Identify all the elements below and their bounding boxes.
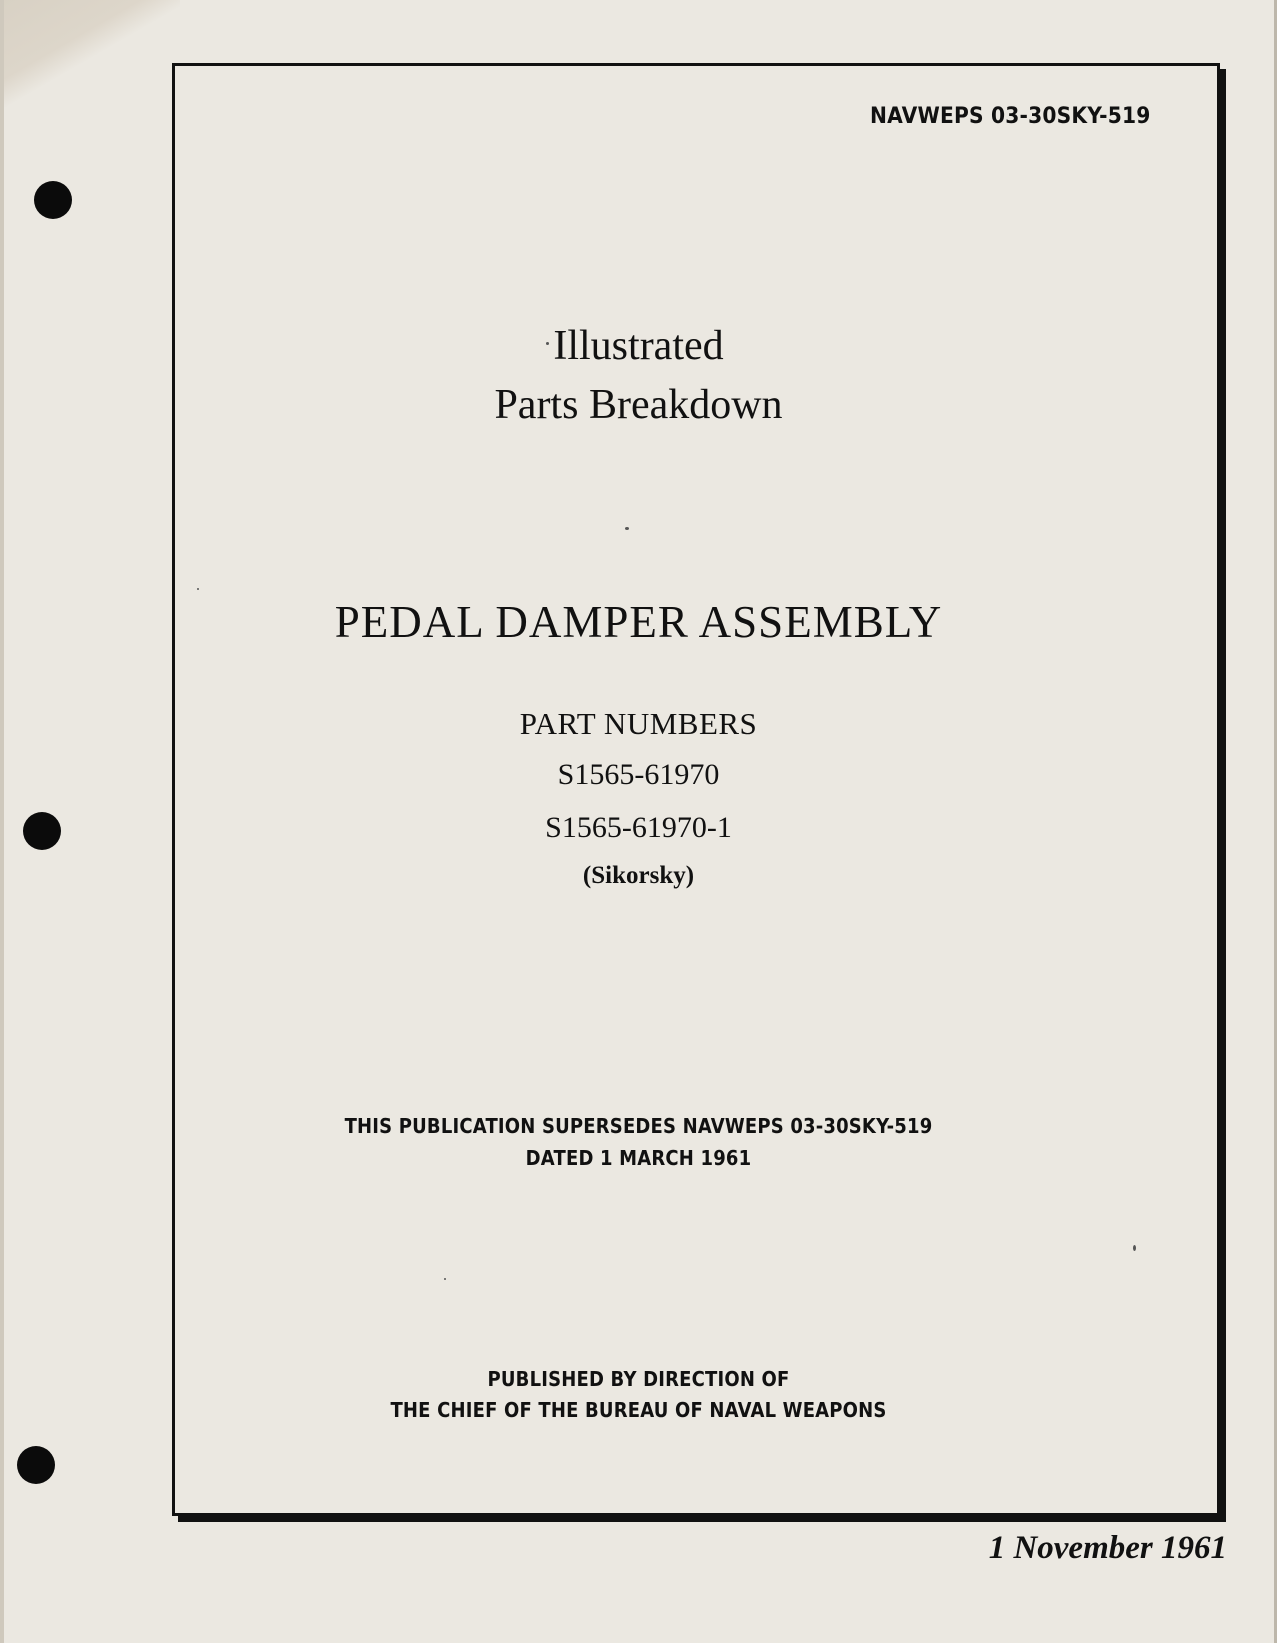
title-line-2: Parts Breakdown (494, 382, 783, 428)
manufacturer: (Sikorsky) (582, 862, 695, 889)
dog-eared-corner (0, 0, 180, 110)
supersedes-line-2: DATED 1 MARCH 1961 (525, 1146, 752, 1170)
publisher-line-1: PUBLISHED BY DIRECTION OF (487, 1367, 790, 1391)
part-number-2: S1565-61970-1 (545, 811, 732, 844)
main-title: PEDAL DAMPER ASSEMBLY (334, 597, 943, 647)
part-number-1: S1565-61970 (557, 758, 720, 791)
supersedes-line-1: THIS PUBLICATION SUPERSEDES NAVWEPS 03-30SKY-519 (344, 1114, 933, 1138)
document-number: NAVWEPS 03-30SKY-519 (870, 104, 1151, 129)
paper-speck (546, 342, 549, 345)
paper-speck (444, 1278, 446, 1280)
publication-date: 1 November 1961 (988, 1530, 1227, 1566)
paper-speck (625, 527, 629, 530)
paper-speck (197, 588, 199, 590)
paper-speck (1133, 1245, 1136, 1251)
publisher-line-2: THE CHIEF OF THE BUREAU OF NAVAL WEAPONS (390, 1398, 887, 1422)
title-line-1: Illustrated (553, 323, 724, 369)
binder-hole-bottom (17, 1446, 55, 1484)
binder-hole-top (34, 181, 72, 219)
part-numbers-heading: PART NUMBERS (519, 706, 758, 741)
